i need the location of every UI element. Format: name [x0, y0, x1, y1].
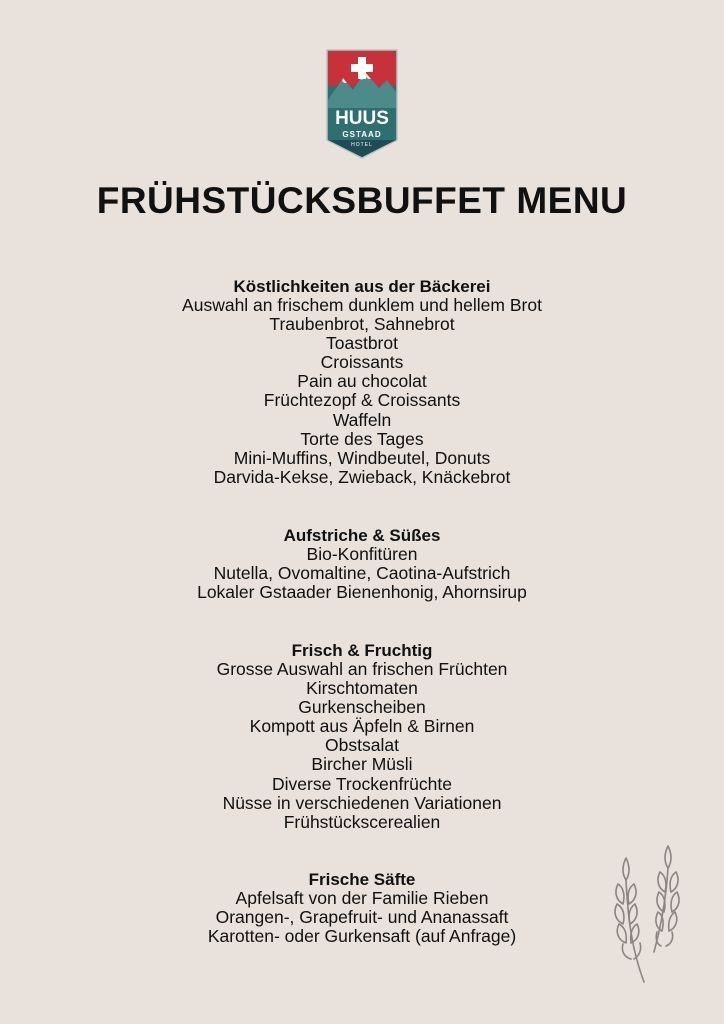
menu-item: Früchtezopf & Croissants [263, 390, 461, 411]
section-heading: Frisch & Fruchtig [291, 641, 433, 660]
menu-item: Croissants [320, 352, 404, 373]
section-spreads [0, 526, 724, 602]
menu-item: Mini-Muffins, Windbeutel, Donuts [233, 447, 491, 468]
menu-item: Nüsse in verschiedenen Variationen [222, 792, 502, 813]
section-heading: Köstlichkeiten aus der Bäckerei [233, 277, 491, 296]
hotel-logo [325, 48, 399, 160]
item-list [0, 545, 724, 602]
section-heading: Frische Säfte [308, 870, 416, 889]
wheat-decoration [604, 840, 700, 990]
menu-item: Kirschtomaten [306, 678, 418, 699]
section-bakery [0, 277, 724, 487]
menu-item: Nutella, Ovomaltine, Caotina-Aufstrich [213, 563, 511, 584]
menu-item: Bircher Müsli [311, 754, 413, 775]
menu-item: Toastbrot [326, 333, 398, 354]
logo-name: HUUS [335, 108, 389, 129]
menu-item: Auswahl an frischem dunklem und hellem Brot [182, 295, 542, 315]
menu-item: Traubenbrot, Sahnebrot [269, 314, 455, 335]
menu-item: Kompott aus Äpfeln & Birnen [249, 716, 475, 737]
menu-item: Lokaler Gstaader Bienenhonig, Ahornsirup [197, 582, 527, 603]
section-heading: Aufstriche & Süßes [283, 526, 441, 545]
menu-item: Grosse Auswahl an frischen Früchten [216, 659, 508, 679]
menu-item: Pain au chocolat [297, 371, 427, 392]
item-list [0, 296, 724, 487]
menu-item: Waffeln [332, 409, 392, 430]
menu-item: Torte des Tages [300, 428, 424, 449]
item-list [0, 660, 724, 832]
logo-badge-icon [325, 48, 399, 160]
menu-item: Darvida-Kekse, Zwieback, Knäckebrot [213, 466, 511, 487]
menu-item: Frühstückscerealien [283, 811, 441, 832]
menu-item: Apfelsaft von der Familie Rieben [235, 888, 489, 908]
menu-item: Orangen-, Grapefruit- und Ananassaft [215, 907, 509, 928]
menu-item: Diverse Trockenfrüchte [272, 773, 452, 794]
menu-item: Gurkenscheiben [298, 697, 426, 718]
section-fresh [0, 641, 724, 832]
menu-item: Karotten- oder Gurkensaft (auf Anfrage) [207, 926, 517, 947]
menu-item: Bio-Konfitüren [306, 544, 418, 564]
page-title: FRÜHSTÜCKSBUFFET MENU [96, 180, 628, 221]
menu-item: Obstsalat [325, 735, 399, 756]
logo-sub2: HOTEL [351, 142, 373, 148]
wheat-icon [604, 840, 700, 990]
logo-sub1: GSTAAD [342, 130, 382, 139]
